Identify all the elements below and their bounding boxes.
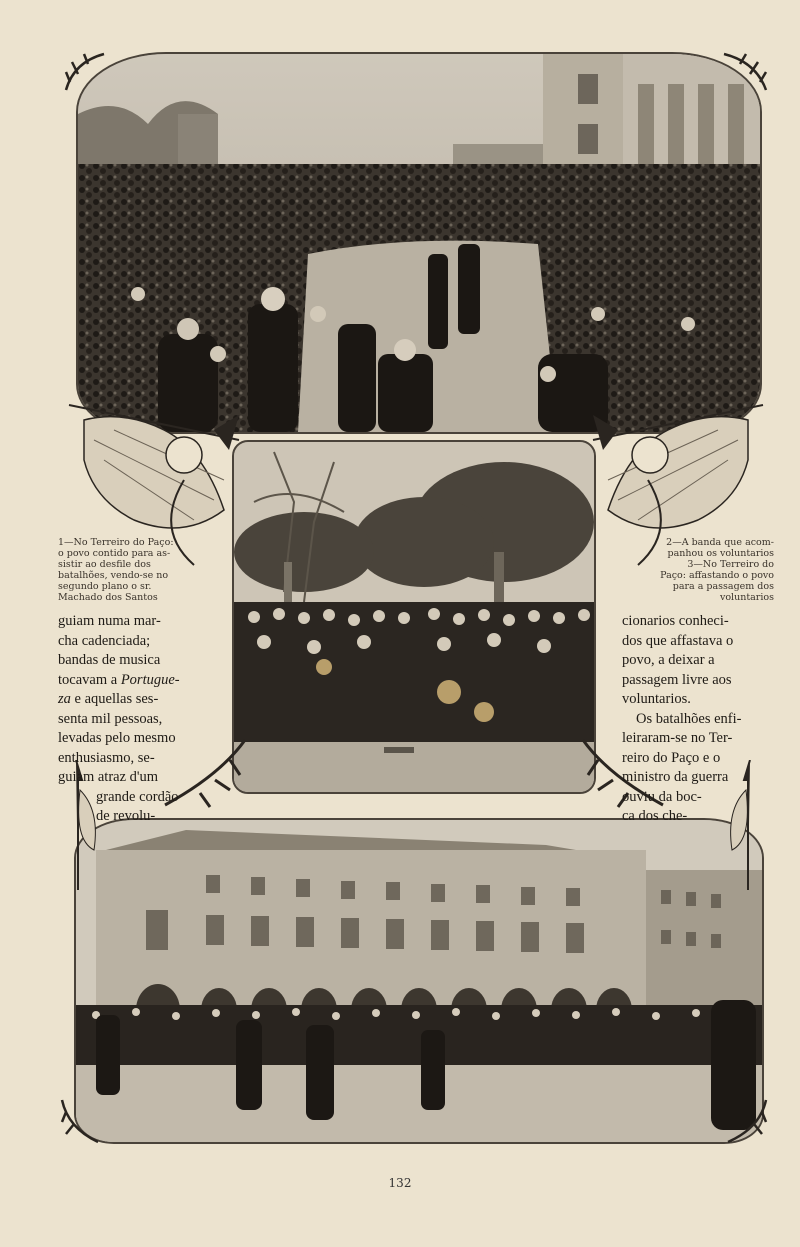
caption-right [618,537,774,603]
body-line: dos que affastava o [622,632,734,649]
body-text-right-column [622,612,772,827]
body-line: guiam atraz d'um [58,769,159,785]
caption-right-line: Paço: affastando o povo [660,570,774,581]
photo-crowd-arcade-building [74,818,764,1144]
photo-band-volunteers [232,440,596,794]
body-line: cha cadenciada; [58,632,151,649]
body-line: passagem livre aos [622,671,732,688]
body-line: guiam numa mar- [58,613,161,629]
body-line: bandas de musica [58,652,161,668]
caption-right-line: para a passagem dos [672,581,774,592]
corner-ornament-top-left [64,52,110,92]
caption-right-line: 3—No Terreiro do [687,559,774,570]
corner-ornament-bottom-left [60,1098,100,1144]
caption-left-line: Machado dos Santos [58,592,158,603]
italic-anthem-title: Portugue- [120,671,180,688]
corner-ornament-bottom-right [724,1098,768,1144]
body-text-run: e aquellas ses- [70,691,159,707]
body-line: ca dos che- [622,808,688,824]
body-line: enthusiasmo, se- [58,749,155,766]
body-line: Os batalhões enfi- [636,710,742,727]
caption-left-line: o povo contido para as- [58,548,171,559]
caption-left-line: sistir ao desfile dos [58,559,151,570]
caption-left [58,537,230,603]
body-line: grande cordão [96,788,179,805]
body-text-run: tocavam a [58,671,121,688]
body-text-left-column [58,612,230,827]
body-line: voluntarios. [622,691,691,707]
page-number: 132 [388,1176,412,1190]
body-line: povo, a deixar a [622,652,715,668]
body-line: de revolu- [96,808,156,824]
body-line [58,671,230,691]
italic-anthem-title: za [58,691,71,707]
photo-crowd-terreiro-do-paco [76,52,762,434]
caption-right-line: 2—A banda que acom- [666,537,774,548]
caption-left-line: 1—No Terreiro do Paço: [58,537,174,548]
caption-right-line: panhou os voluntarios [667,548,774,559]
corner-ornament-top-right [718,52,768,92]
body-line [58,690,230,710]
body-line: levadas pelo mesmo [58,730,176,746]
caption-left-line: batalhões, vendo-se no [58,570,169,581]
body-line: cionarios conheci- [622,613,729,629]
body-line: leiraram-se no Ter- [622,730,733,746]
caption-left-line: segundo plano o sr. [58,581,152,592]
body-line: senta mil pessoas, [58,710,163,727]
caption-right-line: voluntarios [719,592,774,603]
body-line: ouviu da boc- [622,788,702,805]
body-line: reiro do Paço e o [622,749,721,766]
body-line: ministro da guerra [622,769,729,785]
